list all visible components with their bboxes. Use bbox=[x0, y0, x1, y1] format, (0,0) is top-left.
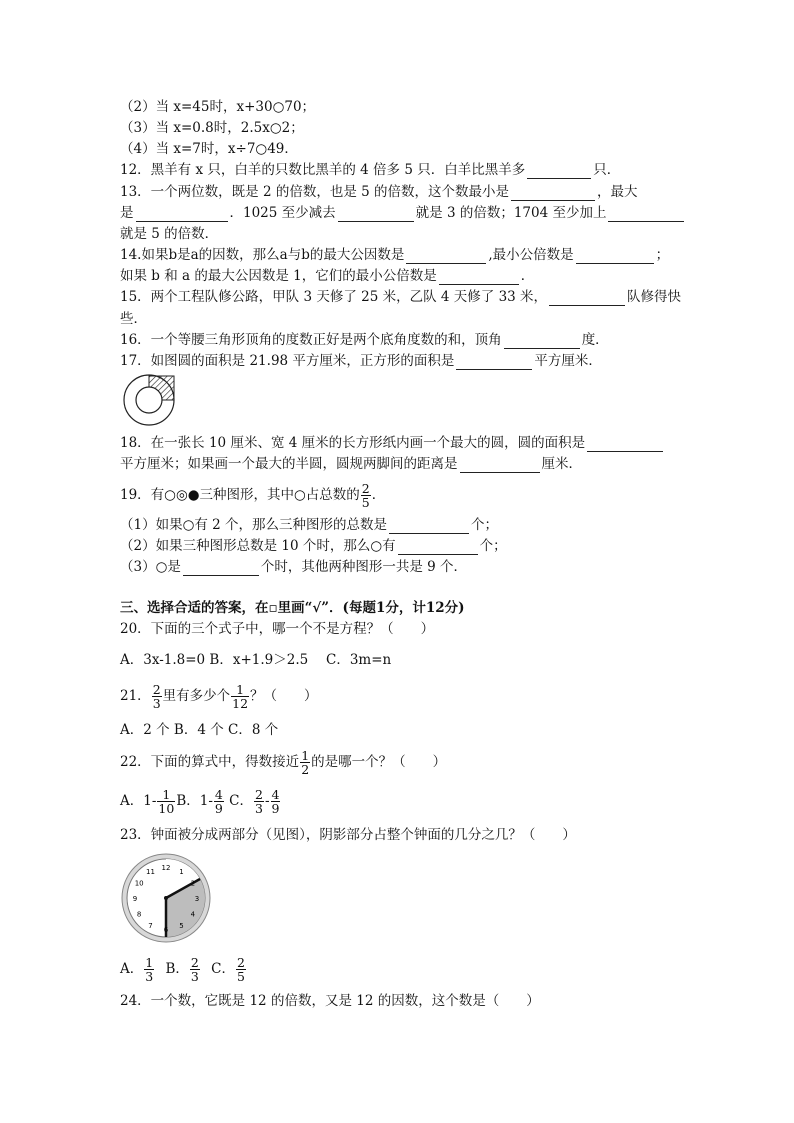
q19-part2: （2）如果三种图形总数是 10 个时，那么○有 个； bbox=[120, 538, 507, 554]
q13-line3: 就是 5 的倍数． bbox=[120, 226, 219, 242]
clock-numeral: 6 bbox=[163, 926, 169, 934]
q13-blank-sub[interactable] bbox=[338, 207, 414, 222]
circle-square-figure bbox=[120, 372, 182, 428]
fraction-one-half: $\frac{1}{2}$ bbox=[301, 748, 310, 777]
clock-numeral: 3 bbox=[194, 895, 200, 903]
fraction-A: $\frac{1}{10}$ bbox=[158, 787, 175, 816]
fraction-one-third: $\frac{1}{3}$ bbox=[145, 955, 154, 984]
q14-blank-lcm2[interactable] bbox=[439, 270, 519, 285]
q21-options: A．2 个 B．4 个 C．8 个 bbox=[120, 722, 279, 738]
q14-line1: 14.如果b是a的因数，那么a与b的最大公因数是 ,最小公倍数是 ； bbox=[120, 247, 670, 263]
clock-numeral: 10 bbox=[134, 879, 144, 888]
clock-numeral: 9 bbox=[132, 895, 138, 903]
fraction-two-fifths: $\frac{2}{5}$ bbox=[361, 481, 370, 510]
q17-blank[interactable] bbox=[456, 355, 532, 370]
q19: 19．有○◎●三种图形，其中○占总数的 $\frac{2}{5}$ ． bbox=[120, 481, 386, 510]
q16: 16．一个等腰三角形顶角的度数正好是两个底角度数的和，顶角 度． bbox=[120, 332, 609, 348]
q23: 23．钟面被分成两部分（见图），阴影部分占整个钟面的几分之几？（ ） bbox=[120, 827, 576, 843]
fraction-two-thirds-b: $\frac{2}{3}$ bbox=[190, 955, 199, 984]
q12: 12．黑羊有 x 只，白羊的只数比黑羊的 4 倍多 5 只．白羊比黑羊多 只． bbox=[120, 162, 621, 178]
q19-blank2[interactable] bbox=[398, 540, 478, 555]
q23-options: A． $\frac{1}{3}$ B． $\frac{2}{3}$ C． $\frac{2}{5}$ bbox=[120, 955, 245, 984]
section3-title: 三、选择合适的答案，在▫里画“√”．(每题1分，计12分) bbox=[120, 600, 465, 616]
q20: 20．下面的三个式子中，哪一个不是方程？（ ） bbox=[120, 621, 435, 637]
q22-options: A．1- $\frac{1}{10}$ B．1- $\frac{4}{9}$ C． $\frac{2}{3}$ - $\frac{4}{9}$ bbox=[120, 787, 280, 816]
fraction-B: $\frac{4}{9}$ bbox=[214, 787, 223, 816]
q18-line1: 18．在一张长 10 厘米、宽 4 厘米的长方形纸内画一个最大的圆，圆的面积是 bbox=[120, 434, 665, 452]
q15-blank[interactable] bbox=[549, 291, 625, 306]
q17: 17．如图圆的面积是 21.98 平方厘米，正方形的面积是 平方厘米． bbox=[120, 353, 602, 369]
q24: 24．一个数，它既是 12 的倍数，又是 12 的因数，这个数是（ ） bbox=[120, 993, 540, 1009]
q14-blank-gcd[interactable] bbox=[406, 249, 486, 264]
clock-numeral: 8 bbox=[136, 910, 142, 919]
clock-numeral: 7 bbox=[148, 921, 153, 930]
q14-blank-lcm[interactable] bbox=[576, 249, 654, 264]
q14-line2: 如果 b 和 a 的最大公因数是 1，它们的最小公倍数是 ． bbox=[120, 268, 535, 284]
fraction-two-fifths-c: $\frac{2}{5}$ bbox=[237, 955, 245, 984]
clock-numeral: 11 bbox=[146, 868, 155, 877]
clock-icon bbox=[120, 852, 212, 944]
q11-part3: （3）当 x=0.8时，2.5x○2； bbox=[120, 120, 304, 136]
fraction-C1: $\frac{2}{3}$ bbox=[254, 787, 263, 816]
q20-options: A．3x-1.8=0 B．x+1.9＞2.5 C．3m=n bbox=[120, 652, 392, 668]
clock-numeral: 2 bbox=[190, 879, 196, 888]
fraction-one-twelfth: $\frac{1}{12}$ bbox=[232, 682, 249, 711]
clock-numeral: 1 bbox=[179, 868, 184, 877]
clock-numeral: 4 bbox=[190, 910, 196, 919]
q15-line2: 些． bbox=[120, 311, 147, 327]
q22: 22．下面的算式中，得数接近 $\frac{1}{2}$ 的是哪一个？（ ） bbox=[120, 748, 447, 777]
q18-blank-area[interactable] bbox=[587, 437, 663, 452]
q18-line2: 平方厘米；如果画一个最大的半圆，圆规两脚间的距离是 厘米． bbox=[120, 456, 582, 472]
q13-line2: 是 ．1025 至少减去 就是 3 的倍数；1704 至少加上 bbox=[120, 204, 686, 222]
q19-part3: （3）○是 个时，其他两种图形一共是 9 个． bbox=[120, 559, 468, 575]
q12-blank[interactable] bbox=[527, 164, 591, 179]
q13-line1: 13．一个两位数，既是 2 的倍数，也是 5 的倍数，这个数最小是 ，最大 bbox=[120, 184, 638, 200]
q13-blank-max[interactable] bbox=[136, 207, 228, 222]
q13-blank-add[interactable] bbox=[608, 207, 684, 222]
q15-line1: 15．两个工程队修公路，甲队 3 天修了 25 米，乙队 4 天修了 33 米， 队修得快 bbox=[120, 289, 682, 305]
q11-part2: （2）当 x=45时，x+30○70； bbox=[120, 99, 316, 115]
clock-numeral: 12 bbox=[161, 864, 171, 872]
fraction-two-thirds: $\frac{2}{3}$ bbox=[152, 682, 161, 711]
q18-blank-dist[interactable] bbox=[460, 458, 540, 473]
q21: 21． $\frac{2}{3}$ 里有多少个 $\frac{1}{12}$ ？（ ） bbox=[120, 682, 318, 711]
q19-blank1[interactable] bbox=[389, 519, 469, 534]
q13-blank-min[interactable] bbox=[511, 186, 595, 201]
q19-blank3[interactable] bbox=[183, 561, 259, 576]
q16-blank[interactable] bbox=[504, 334, 580, 349]
q11-part4: （4）当 x=7时，x÷7○49． bbox=[120, 141, 298, 157]
fraction-C2: $\frac{4}{9}$ bbox=[271, 787, 280, 816]
q19-part1: （1）如果○有 2 个，那么三种图形的总数是 个； bbox=[120, 517, 499, 533]
clock-numeral: 5 bbox=[179, 921, 184, 930]
